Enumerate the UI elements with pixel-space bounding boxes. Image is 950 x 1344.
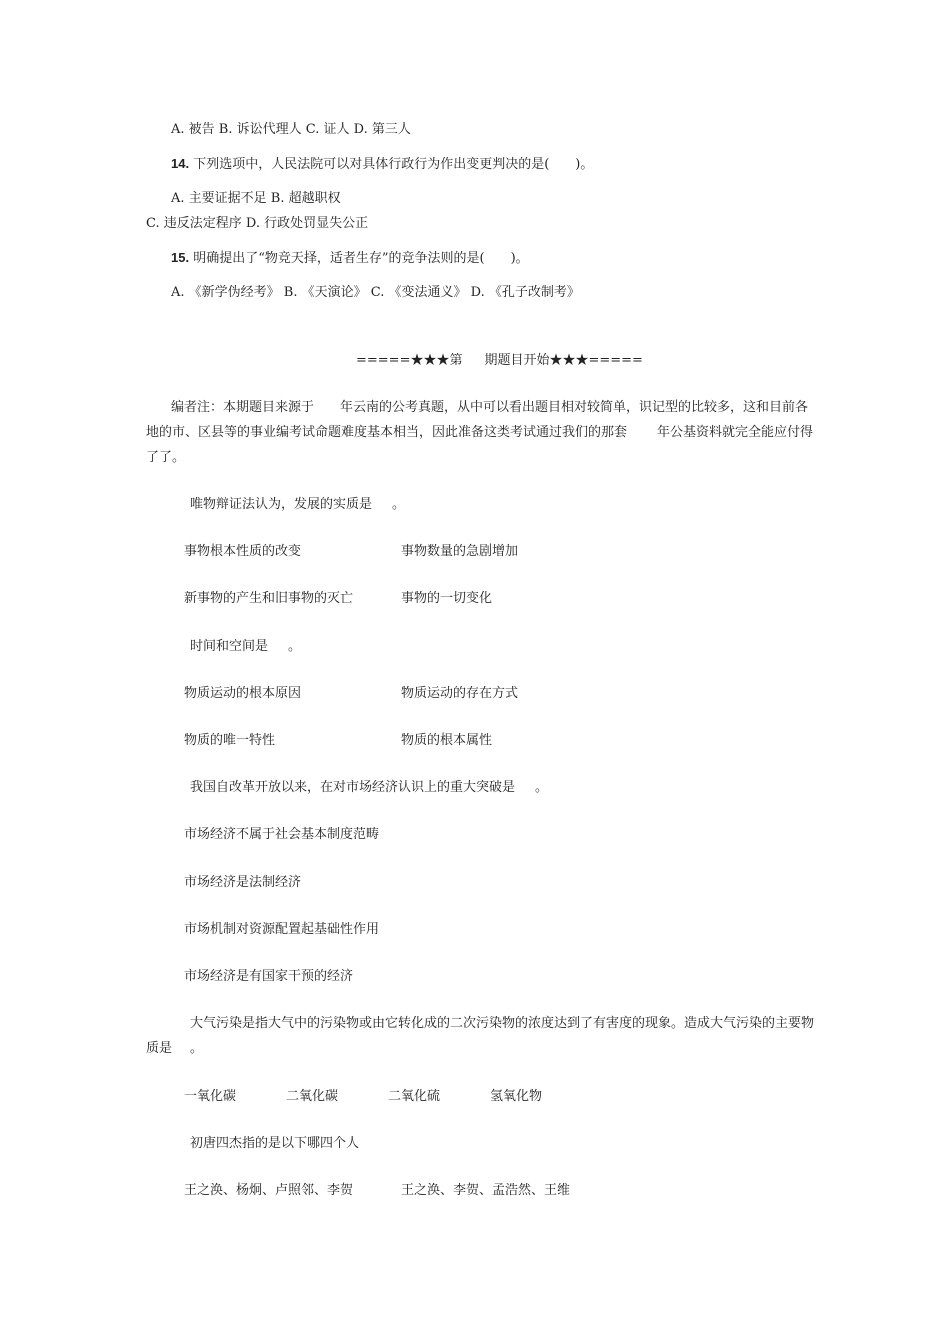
q3-option-c: 市场机制对资源配置起基础性作用: [184, 922, 380, 937]
question-14: [171, 155, 593, 174]
editor-note-line1: [171, 399, 808, 417]
editor-note-line2: [146, 424, 813, 442]
q2-option-a: 物质运动的根本原因: [184, 686, 302, 701]
section-header-right: 期题目开始★★★=====: [484, 353, 643, 368]
question-text: 唯物辩证法认为，发展的实质是: [190, 497, 373, 512]
q2-option-c: 物质的唯一特性: [184, 733, 276, 748]
question-5-stem: 初唐四杰指的是以下哪四个人: [190, 1136, 360, 1151]
q3-option-b: 市场经济是法制经济: [184, 875, 302, 890]
section-header-left: =====★★★第: [356, 353, 463, 368]
question-text: 下列选项中，人民法院可以对具体行政行为作出变更判决的是( )。: [193, 157, 594, 172]
question-text: 明确提出了“物竞天择，适者生存”的竞争法则的是( )。: [193, 251, 529, 266]
question-4-stem-line2: [146, 1040, 203, 1058]
question-number: 15.: [171, 250, 190, 265]
q1-option-c: 新事物的产生和旧事物的灭亡: [184, 591, 354, 606]
q5-option-b: 王之涣、李贺、孟浩然、王维: [401, 1183, 571, 1198]
q1-option-a: 事物根本性质的改变: [184, 544, 302, 559]
q3-option-d: 市场经济是有国家干预的经济: [184, 969, 354, 984]
question-2-stem: [190, 638, 301, 656]
q1-option-d: 事物的一切变化: [401, 591, 493, 606]
q13-options: A. 被告 B. 诉讼代理人 C. 证人 D. 第三人: [171, 122, 411, 137]
q14-options-line2: C. 违反法定程序 D. 行政处罚显失公正: [146, 216, 369, 231]
q4-option-c: 二氧化硫: [388, 1089, 441, 1104]
q1-option-b: 事物数量的急剧增加: [401, 544, 519, 559]
question-end-mark: 。: [288, 639, 302, 654]
editor-note-line3: 了了。: [146, 450, 186, 465]
q3-option-a: 市场经济不属于社会基本制度范畴: [184, 827, 380, 842]
question-text: 质是: [146, 1041, 173, 1056]
question-text: 我国自改革开放以来，在对市场经济认识上的重大突破是: [190, 780, 516, 795]
question-end-mark: 。: [392, 497, 406, 512]
q2-option-b: 物质运动的存在方式: [401, 686, 519, 701]
section-header: [356, 352, 643, 370]
question-end-mark: 。: [535, 780, 549, 795]
question-number: 14.: [171, 156, 190, 171]
q4-option-b: 二氧化碳: [286, 1089, 339, 1104]
q2-option-d: 物质的根本属性: [401, 733, 493, 748]
editor-note-text: 编者注：本期题目来源于: [171, 400, 315, 415]
question-15: [171, 249, 529, 268]
q4-option-a: 一氧化碳: [184, 1089, 237, 1104]
question-end-mark: 。: [190, 1041, 204, 1056]
q4-option-d: 氢氧化物: [490, 1089, 543, 1104]
editor-note-text: 地的市、区县等的事业编考试命题难度基本相当，因此准备这类考试通过我们的那套: [146, 425, 628, 440]
q14-options-line1: A. 主要证据不足 B. 超越职权: [171, 191, 341, 206]
question-4-stem-line1: 大气污染是指大气中的污染物或由它转化成的二次污染物的浓度达到了有害度的现象。造成大气污染的主要物: [190, 1016, 815, 1031]
q15-options: A. 《新学伪经考》 B. 《天演论》 C. 《变法通义》 D. 《孔子改制考》: [171, 285, 580, 300]
editor-note-text: 年公基资料就完全能应付得: [657, 425, 814, 440]
question-1-stem: [190, 496, 405, 514]
question-3-stem: [190, 779, 548, 797]
question-text: 时间和空间是: [190, 639, 269, 654]
editor-note-text: 年云南的公考真题，从中可以看出题目相对较简单，识记型的比较多，这和目前各: [340, 400, 809, 415]
q5-option-a: 王之涣、杨炯、卢照邻、李贺: [184, 1183, 354, 1198]
